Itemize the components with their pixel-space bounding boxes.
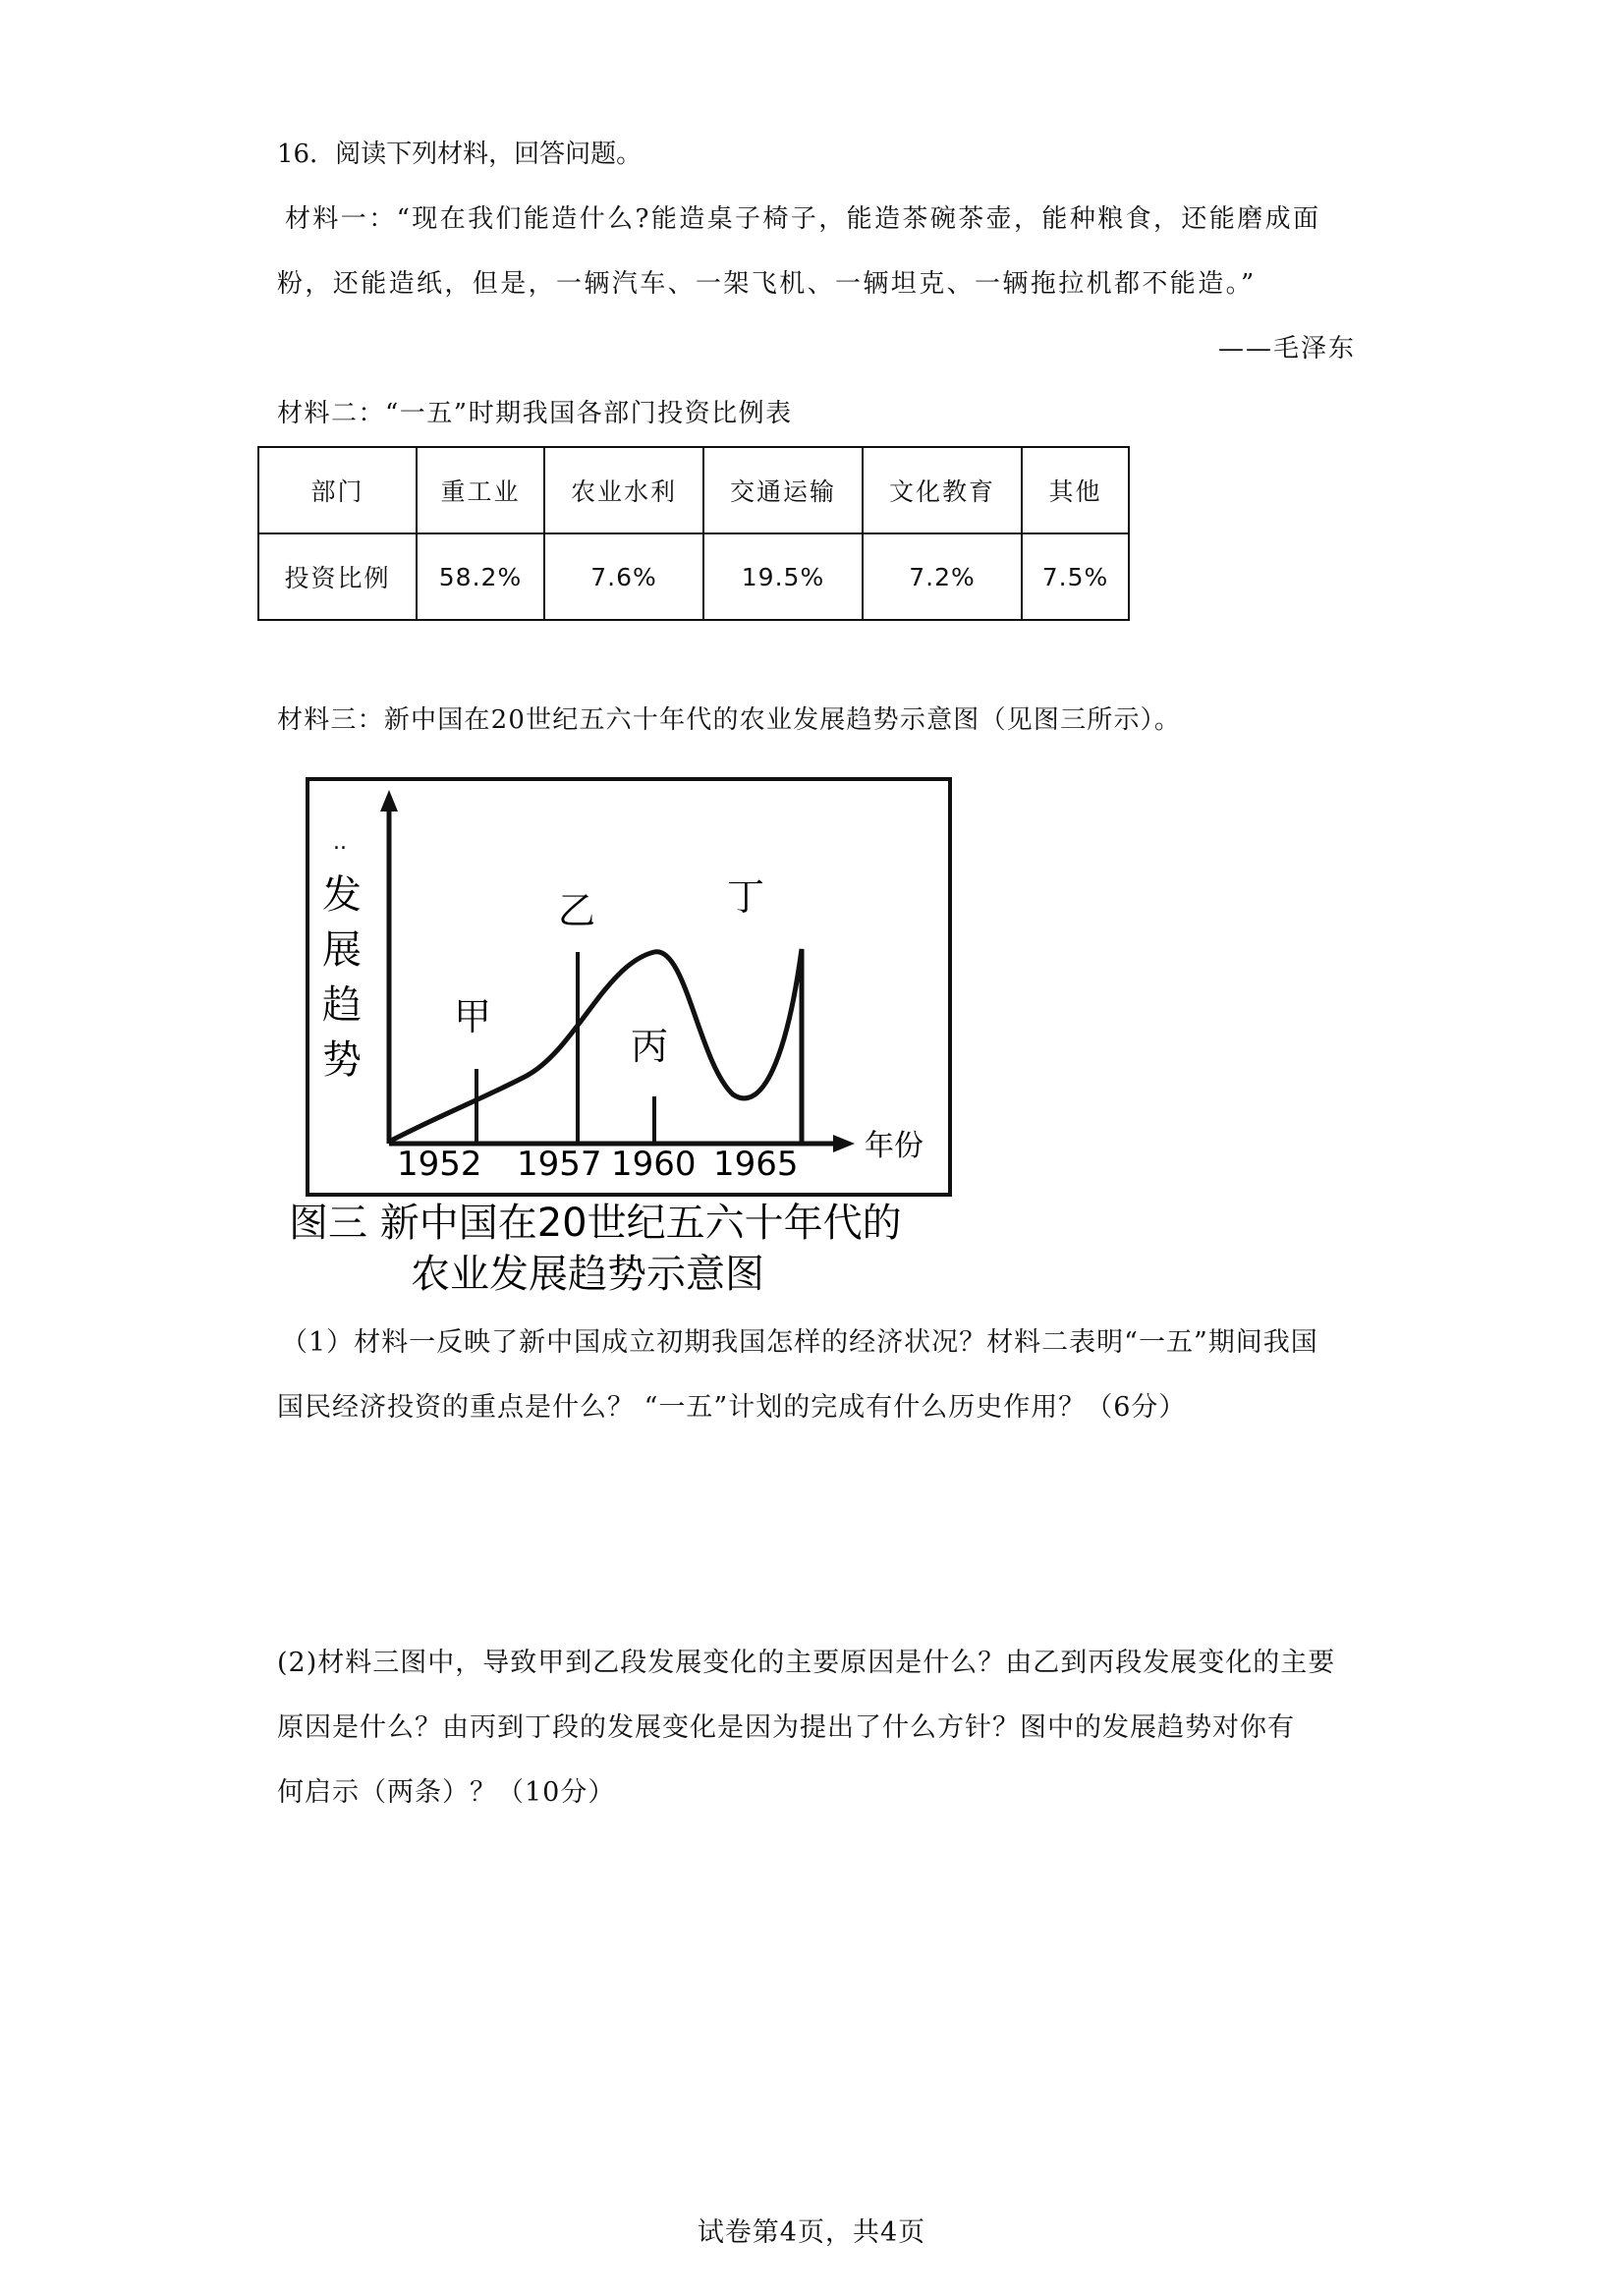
sub-question-2-line2: 原因是什么？由丙到丁段的发展变化是因为提出了什么方针？图中的发展趋势对你有 [277,1712,1295,1743]
col-transport: 交通运输 [703,447,863,533]
investment-table [257,446,1130,621]
material2-caption: 材料二：“一五”时期我国各部门投资比例表 [277,399,793,428]
x-axis-label: 年份 [865,1129,923,1163]
value-education: 7.2% [863,533,1022,620]
point-label-yi: 乙 [558,889,596,932]
table-row [258,447,1129,533]
value-agriculture: 7.6% [544,533,703,620]
figure-caption-line2: 农业发展趋势示意图 [411,1252,764,1297]
sub-question-1-line1: （1）材料一反映了新中国成立初期我国怎样的经济状况？材料二表明“一五”期间我国 [281,1327,1318,1358]
col-heavy-industry: 重工业 [417,447,544,533]
agriculture-trend-figure [281,772,988,1303]
row-header-department: 部门 [258,447,417,533]
y-label-char: 展 [322,927,362,973]
material3-caption: 材料三：新中国在20世纪五六十年代的农业发展趋势示意图（见图三所示）。 [277,705,1182,735]
row-header-ratio: 投资比例 [258,533,417,620]
figure-caption-line1: 图三 新中国在20世纪五六十年代的 [289,1201,902,1246]
col-education: 文化教育 [863,447,1022,533]
y-label-char: 发 [322,872,362,918]
material1-line2: 粉，还能造纸，但是，一辆汽车、一架飞机、一辆坦克、一辆拖拉机都不能造。” [277,269,1257,299]
sub-question-2-line1: (2)材料三图中，导致甲到乙段发展变化的主要原因是什么？由乙到丙段发展变化的主要 [277,1648,1336,1678]
y-label-char: 势 [322,1037,362,1083]
x-tick: 1952 [397,1145,482,1184]
material1-source: ——毛泽东 [1217,334,1356,364]
point-label-jia: 甲 [454,995,492,1038]
y-label-char: 趋 [322,982,362,1028]
y-mark: .. [333,830,347,855]
question-title: 16．阅读下列材料，回答问题。 [277,140,643,169]
material1-line1: 材料一：“现在我们能造什么?能造桌子椅子，能造茶碗茶壶，能种粮食，还能磨成面 [285,204,1321,234]
value-transport: 19.5% [703,533,863,620]
x-tick: 1960 [611,1145,697,1184]
x-tick: 1957 [517,1145,602,1184]
x-tick: 1965 [713,1145,799,1184]
point-label-bing: 丙 [631,1025,669,1068]
col-other: 其他 [1022,447,1129,533]
col-agriculture: 农业水利 [544,447,703,533]
sub-question-1-line2: 国民经济投资的重点是什么？ “一五”计划的完成有什么历史作用？（6分） [277,1392,1187,1423]
point-label-ding: 丁 [727,875,765,919]
table-row [258,533,1129,620]
value-heavy-industry: 58.2% [417,533,544,620]
sub-question-2-line3: 何启示（两条）？（10分） [277,1777,616,1808]
page-footer: 试卷第4页，共4页 [697,2217,926,2248]
value-other: 7.5% [1022,533,1129,620]
